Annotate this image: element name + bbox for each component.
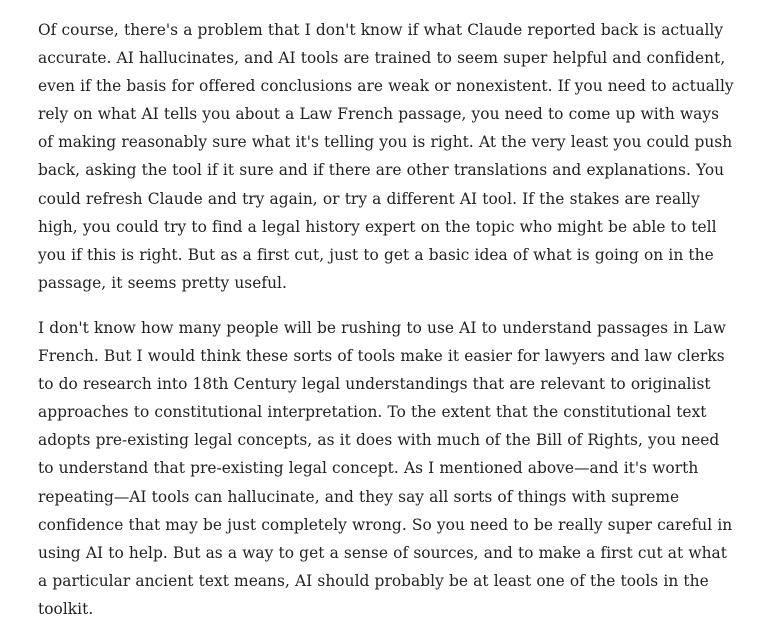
paragraph-2: I don't know how many people will be rushing to use AI to understand passages in Law French. But I would think these sorts of tools make it easier for lawyers and law clerks to do research into 18th Century legal understandings that are relevant to originalist approaches to constitutional interpretation. To the extent that the constitutional text adopts pre-existing legal concepts, as it does with much of the Bill of Rights, you need to understand that pre-existing legal concept. As I mentioned above—and it's worth repeating—AI tools can hallucinate, and they say all sorts of things with supreme confidence that may be just completely wrong. So you need to be really super careful in using AI to help. But as a way to get a sense of sources, and to make a first cut at what a particular ancient text means, AI should probably be at least one of the tools in the toolkit. <box>38 318 733 618</box>
paragraph-1: Of course, there's a problem that I don't know if what Claude reported back is actually accurate. AI hallucinates, and AI tools are trained to seem super helpful and confident, even if the basis for offered conclusions are weak or nonexistent. If you need to actually rely on what AI tells you about a Law French passage, you need to come up with ways of making reasonably sure what it's telling you is right. At the very least you could push back, asking the tool if it sure and if there are other translations and explanations. You could refresh Claude and try again, or try a different AI tool. If the stakes are really high, you could try to find a legal history expert on the topic who might be able to tell you if this is right. But as a first cut, just to get a basic idea of what is going on in the passage, it seems pretty useful. <box>38 21 734 292</box>
